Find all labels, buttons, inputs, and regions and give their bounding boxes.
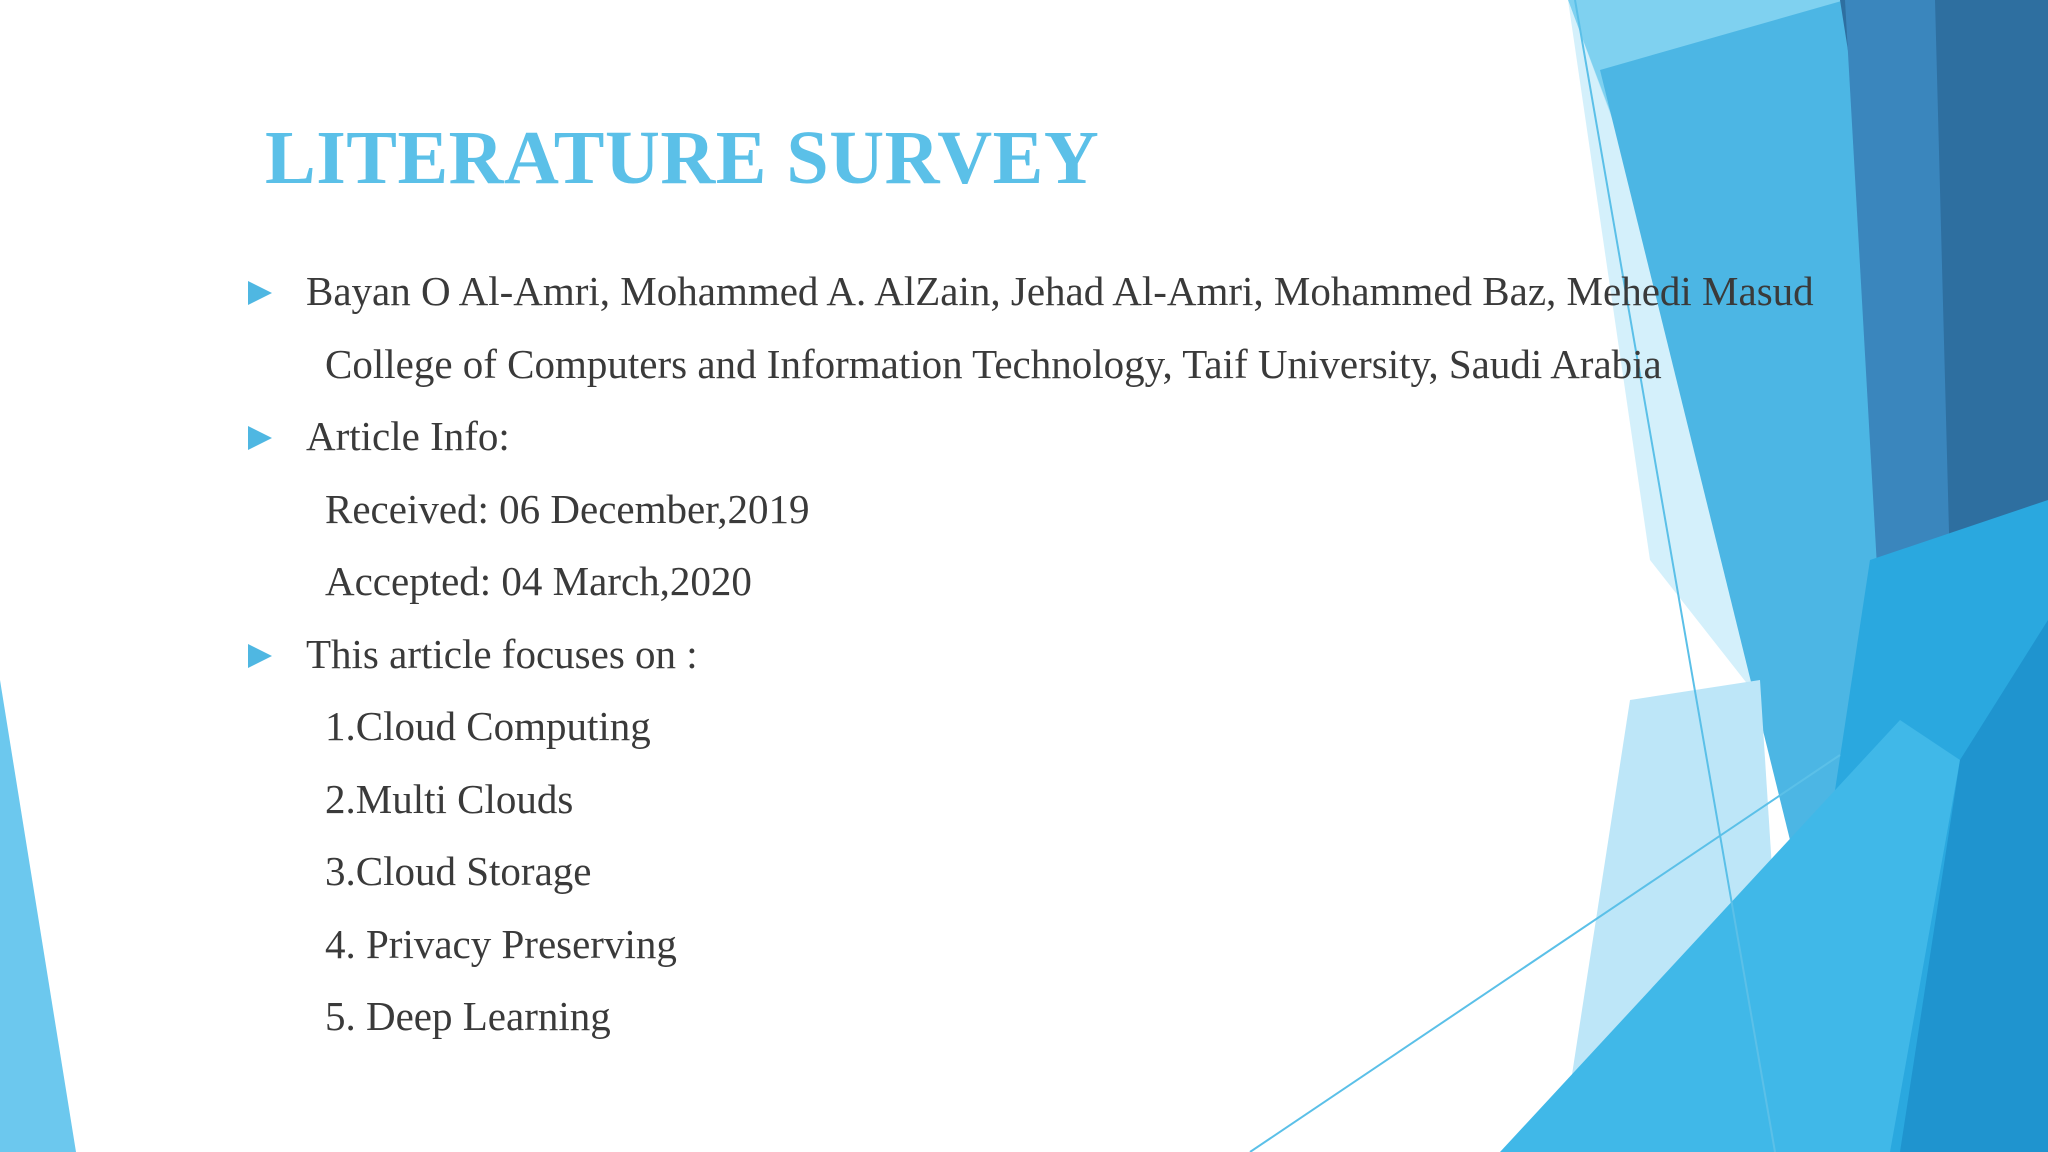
article-info-label: Article Info: xyxy=(306,413,510,459)
topic-cloud-computing: 1.Cloud Computing xyxy=(325,703,651,749)
bullet-focus xyxy=(248,618,1948,691)
triangle-bullet-icon xyxy=(248,426,272,450)
topic-multi-clouds: 2.Multi Clouds xyxy=(325,775,574,822)
topic-item xyxy=(248,980,1948,1053)
topic-deep-learning: 5. Deep Learning xyxy=(325,993,611,1039)
slide-content xyxy=(248,255,1948,1053)
authors-text: Bayan O Al-Amri, Mohammed A. AlZain, Jehad Al-Amri, Mohammed Baz, Mehedi Masud xyxy=(306,268,1814,314)
bullet-article-info xyxy=(248,400,1948,473)
topic-item xyxy=(248,908,1948,981)
topic-cloud-storage: 3.Cloud Storage xyxy=(325,848,592,894)
received-line xyxy=(248,473,1948,546)
accepted-date: Accepted: 04 March,2020 xyxy=(325,558,752,604)
triangle-bullet-icon xyxy=(248,644,272,668)
topic-item xyxy=(248,763,1948,836)
focus-label: This article focuses on : xyxy=(306,630,698,677)
affiliation-text: College of Computers and Information Technology, Taif University, Saudi Arabia xyxy=(325,340,1662,387)
affiliation-line xyxy=(248,328,1948,401)
topic-privacy-preserving: 4. Privacy Preserving xyxy=(325,920,677,967)
topic-item xyxy=(248,835,1948,908)
triangle-bullet-icon xyxy=(248,281,272,305)
slide-title: LITERATURE SURVEY xyxy=(265,116,1100,200)
topic-item xyxy=(248,690,1948,763)
received-date: Received: 06 December,2019 xyxy=(325,485,810,532)
accepted-line xyxy=(248,545,1948,618)
facet-left-sliver xyxy=(0,680,76,1152)
bullet-authors xyxy=(248,255,1948,328)
